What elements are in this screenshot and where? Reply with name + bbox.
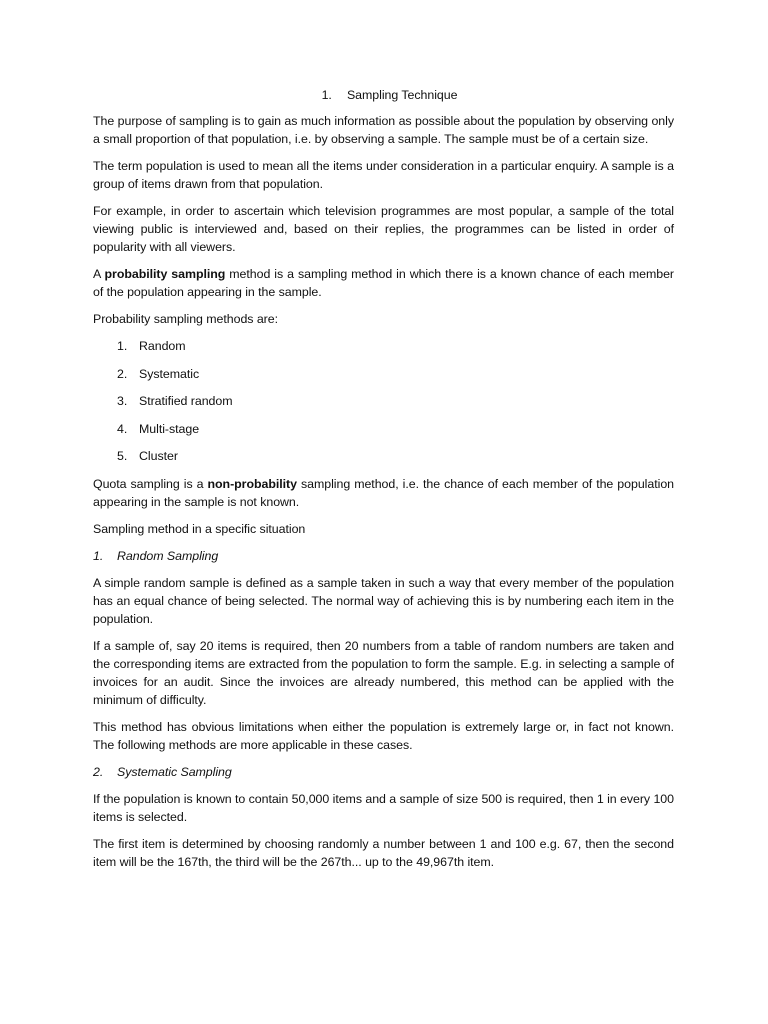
paragraph-specific-situation: Sampling method in a specific situation <box>93 521 306 536</box>
section-heading-random-sampling <box>93 547 674 565</box>
section-heading-systematic-sampling <box>93 763 674 781</box>
list-label: Cluster <box>139 449 178 463</box>
list-label: Multi-stage <box>139 421 200 436</box>
section-label: Random Sampling <box>117 548 219 563</box>
methods-list <box>93 337 674 465</box>
paragraph-simple-random: A simple random sample is defined as a sample taken in such a way that every member of the population has an equal chance of being selected. The normal way of achieving this is by numbering each item in the population. <box>93 575 674 626</box>
list-number: 4. <box>117 421 128 436</box>
list-item <box>93 365 674 383</box>
paragraph-limitations: This method has obvious limitations when either the population is extremely large or, in fact not known. The following methods are more applicable in these cases. <box>93 719 674 752</box>
paragraph-population: The term population is used to mean all the items under consideration in a particular enquiry. A sample is a group of items drawn from that population. <box>93 159 674 191</box>
section-label: Systematic Sampling <box>117 764 232 779</box>
list-item <box>93 337 674 355</box>
list-item <box>93 447 674 465</box>
list-number: 5. <box>117 449 128 463</box>
list-item <box>93 392 674 410</box>
paragraph-methods-intro: Probability sampling methods are: <box>93 312 278 326</box>
list-number: 1. <box>117 339 128 353</box>
text-span: method is a sampling method in which there is a known chance of each member of the population appearing in the sample. <box>93 267 674 299</box>
paragraph-systematic-first-item: The first item is determined by choosing randomly a number between 1 and 100 e.g. 67, then the second item will be the 167th, the third will be the 267th... up to the 49,967th item. <box>93 836 674 869</box>
text-span: sampling method, i.e. the chance of each member of the population appearing in the sample is not known. <box>93 476 674 509</box>
document-body <box>93 86 674 880</box>
bold-term-non-probability: non-probability <box>207 476 297 491</box>
text-span: A <box>93 267 105 281</box>
bold-term-probability-sampling: probability sampling <box>104 267 226 281</box>
section-number: 1. <box>93 548 104 563</box>
text-span: Quota sampling is a <box>93 476 208 491</box>
section-number: 2. <box>93 764 104 779</box>
paragraph-probability-definition <box>93 265 674 301</box>
paragraph-random-example: If a sample of, say 20 items is required, then 20 numbers from a table of random numbers are taken and the corresponding items are extracted from the population to form the sample. E.g. in selecting a sample of invoices for an audit. Since the invoices are already numbered, this method can be applied with the minimum of difficulty. <box>93 638 674 707</box>
paragraph-example: For example, in order to ascertain which television programmes are most popular, a sample of the total viewing public is interviewed and, based on their replies, the programmes can be listed in order of popularity with all viewers. <box>93 204 674 254</box>
list-number: 2. <box>117 366 128 381</box>
title-text: Sampling Technique <box>346 88 458 102</box>
paragraph-systematic-size: If the population is known to contain 50,000 items and a sample of size 500 is required, then 1 in every 100 items is selected. <box>93 791 674 824</box>
title-number: 1. <box>321 88 332 102</box>
paragraph-purpose: The purpose of sampling is to gain as much information as possible about the population by observing only a small proportion of that population, i.e. by observing a sample. The sample must be of a certain size. <box>93 114 674 146</box>
list-number: 3. <box>117 394 128 408</box>
list-item <box>93 420 674 438</box>
list-label: Stratified random <box>139 394 233 408</box>
list-label: Systematic <box>139 366 200 381</box>
paragraph-quota-sampling <box>93 475 674 511</box>
page-title <box>93 86 674 104</box>
list-label: Random <box>139 339 186 353</box>
